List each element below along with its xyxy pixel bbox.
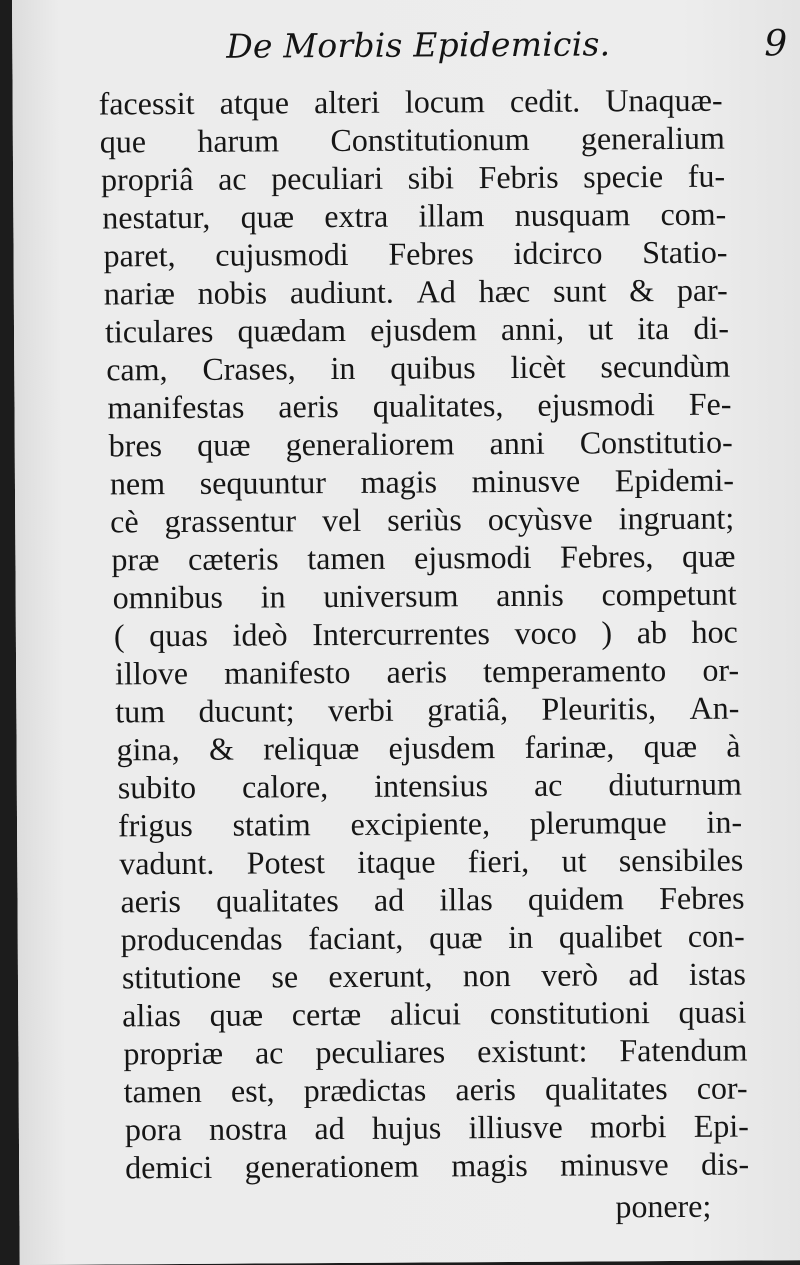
page-number: 9	[764, 23, 788, 65]
text-line: cè grassentur vel seriùs ocyùsve ingruant;	[110, 499, 735, 540]
catchword: ponere;	[615, 1187, 712, 1225]
book-page	[12, 0, 800, 1265]
text-line: ( quas ideò Intercurrentes voco ) ab hoc	[113, 613, 738, 654]
text-line: tamen est, prædictas aeris qualitates cor-	[123, 1069, 748, 1110]
text-line: nariæ nobis audiunt. Ad hæc sunt & par-	[103, 271, 728, 312]
text-line: aeris qualitates ad illas quidem Febres	[120, 879, 745, 920]
text-line: gina, & reliquæ ejusdem farinæ, quæ à	[116, 727, 741, 768]
text-line: cam, Crases, in quibus licèt secundùm	[106, 347, 731, 388]
text-line: nem sequuntur magis minusve Epidemi-	[109, 461, 735, 502]
text-line: nestatur, quæ extra illam nusquam com-	[102, 195, 727, 236]
text-line: propriâ ac peculiari sibi Febris specie fu-	[100, 157, 726, 198]
text-line: producendas faciant, quæ in qualibet con-	[120, 917, 745, 958]
text-line: tum ducunt; verbi gratiâ, Pleuritis, An-	[115, 689, 740, 730]
text-line: ticulares quædam ejusdem anni, ut ita di-	[104, 309, 730, 350]
text-line: propriæ ac peculiares existunt: Fatendum	[123, 1031, 748, 1072]
text-line: demici generationem magis minusve dis-	[125, 1145, 750, 1186]
text-line: illove manifesto aeris temperamento or-	[115, 651, 740, 692]
text-line: paret, cujusmodi Febres idcirco Statio-	[103, 233, 728, 274]
text-line: omnibus in universum annis competunt	[112, 575, 737, 616]
text-line: vadunt. Potest itaque fieri, ut sensibiles	[119, 841, 744, 882]
text-line: alias quæ certæ alicui constitutioni quasi	[122, 993, 747, 1034]
text-line: pora nostra ad hujus illiusve morbi Epi-	[124, 1107, 749, 1148]
text-line: præ cæteris tamen ejusmodi Febres, quæ	[111, 537, 736, 578]
body-text	[12, 0, 800, 1265]
running-title: De Morbis Epidemicis.	[226, 24, 611, 66]
text-line: manifestas aeris qualitates, ejusmodi Fe-	[107, 385, 732, 426]
text-line: facessit atque alteri locum cedit. Unaquæ-	[98, 81, 723, 122]
text-line: que harum Constitutionum generalium	[99, 119, 725, 160]
text-line: subito calore, intensius ac diuturnum	[117, 765, 742, 806]
text-line: stitutione se exerunt, non verò ad istas	[121, 955, 746, 996]
text-line: bres quæ generaliorem anni Constitutio-	[108, 423, 733, 464]
text-line: frigus statim excipiente, plerumque in-	[117, 803, 743, 844]
